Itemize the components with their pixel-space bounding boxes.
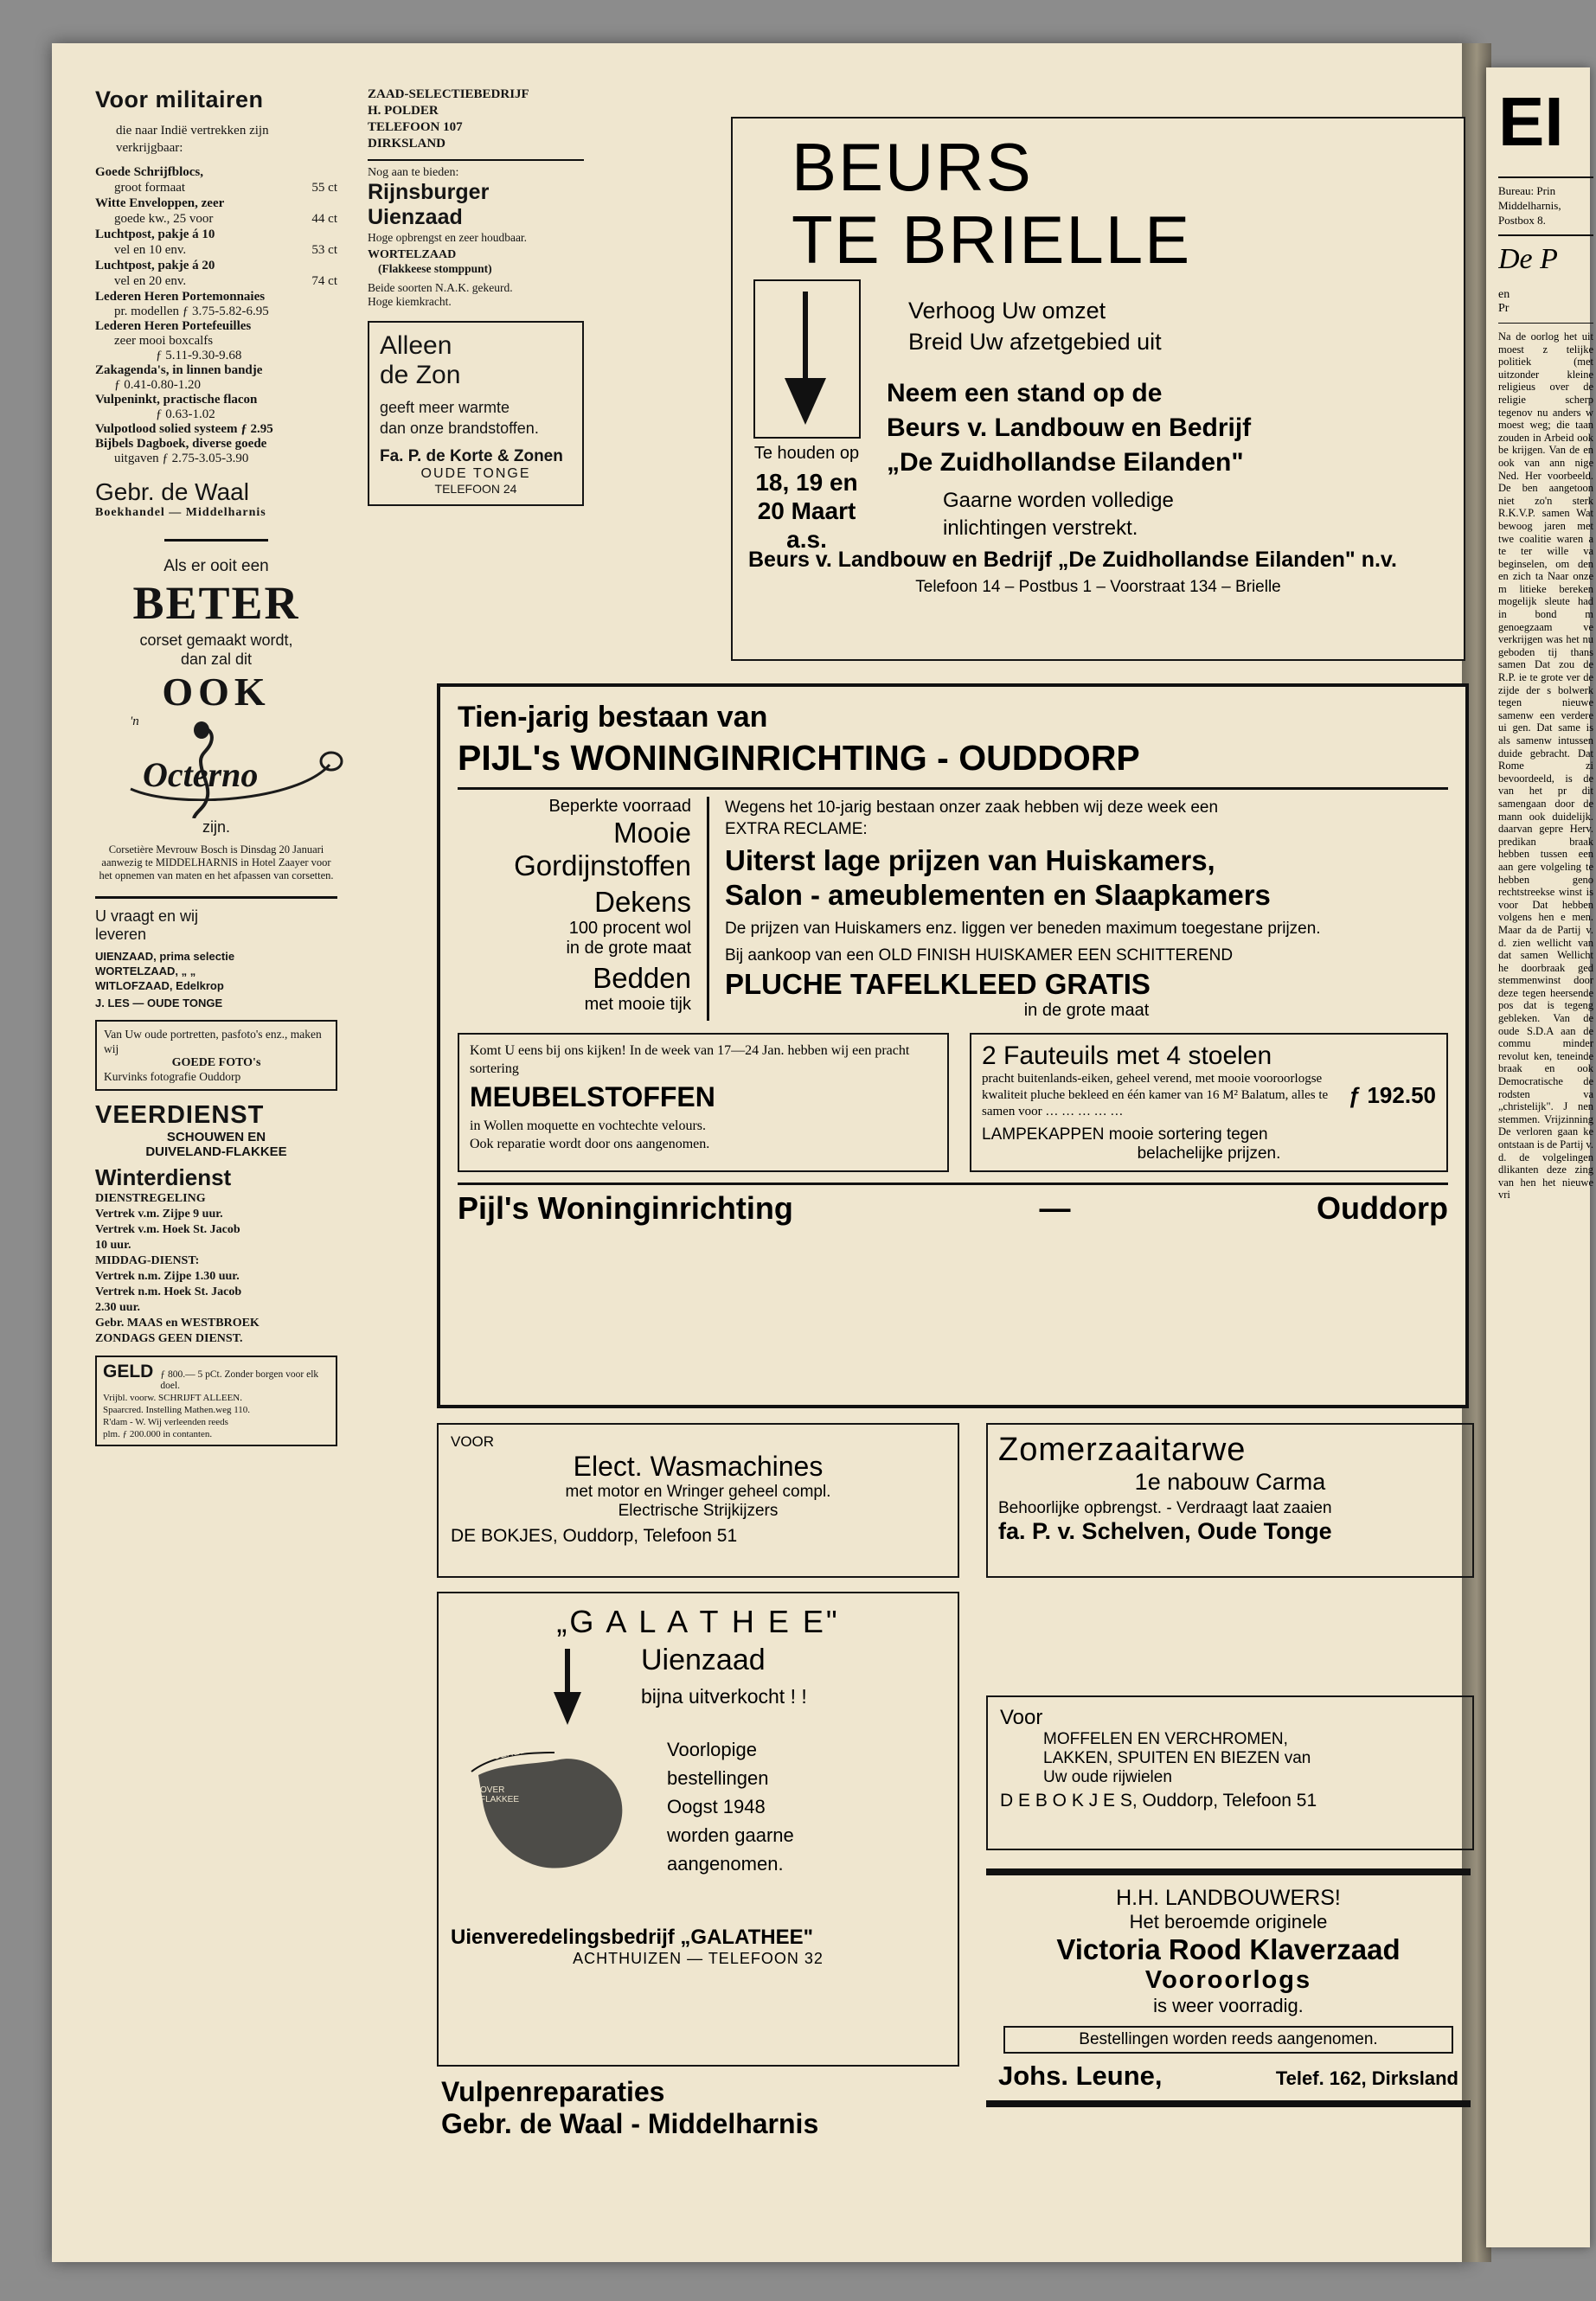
polder-desc: Hoge opbrengst en zeer houdbaar. bbox=[368, 231, 528, 244]
bookshop-sub: Boekhandel — Middelharnis bbox=[95, 506, 266, 519]
zon-tel: TELEFOON 24 bbox=[434, 482, 517, 496]
item-price: 53 ct bbox=[311, 243, 337, 257]
pijl-big2: Salon - ameublementen en Slaapkamers bbox=[725, 879, 1271, 911]
meubelstoffen-box bbox=[458, 1033, 949, 1172]
beurs-info2: inlichtingen verstrekt. bbox=[943, 516, 1138, 540]
beurs-contact: Telefoon 14 – Postbus 1 – Voorstraat 134 – Brielle bbox=[915, 578, 1281, 596]
right-title: De P bbox=[1498, 243, 1558, 275]
item-label: Luchtpost, pakje á 10 bbox=[95, 228, 215, 241]
meubel-line2: Ook reparatie wordt door ons aangenomen. bbox=[470, 1137, 710, 1151]
item-desc: groot formaat bbox=[114, 181, 186, 195]
divider bbox=[95, 896, 337, 899]
pijl-wol1: 100 procent wol bbox=[568, 919, 691, 938]
beurs-date-1: 18, 19 en bbox=[755, 469, 858, 496]
right-bureau-line: Middelharnis, bbox=[1498, 199, 1561, 212]
dienst-line: 10 uur. bbox=[95, 1239, 131, 1252]
beurs-date-3: a.s. bbox=[786, 526, 827, 553]
item-label: Lederen Heren Portemonnaies bbox=[95, 290, 266, 304]
pijl-dekens: Dekens bbox=[594, 886, 691, 918]
pijl-big1: Uiterst lage prijzen van Huiskamers, bbox=[725, 844, 1215, 876]
zomer-sub: 1e nabouw Carma bbox=[1134, 1469, 1326, 1495]
pijl-bedden: Bedden bbox=[593, 962, 691, 994]
beurs-info1: Gaarne worden volledige bbox=[943, 489, 1174, 512]
wasmachines-ad bbox=[437, 1423, 959, 1578]
beurs-right2: Breid Uw afzetgebied uit bbox=[908, 329, 1162, 355]
veerdienst-ad bbox=[95, 1101, 337, 1347]
item-desc: zeer mooi boxcalfs bbox=[114, 334, 214, 348]
moffelen-l2: LAKKEN, SPUITEN EN BIEZEN van bbox=[1043, 1749, 1311, 1767]
item-label: Bijbels Dagboek, diverse goede bbox=[95, 437, 267, 451]
item-label: Goede Schrijfblocs, bbox=[95, 165, 203, 179]
zon-l3: geeft meer warmte bbox=[380, 399, 510, 416]
polder-l2: H. POLDER bbox=[368, 104, 439, 118]
wasmachines-voor: VOOR bbox=[451, 1433, 495, 1450]
galathee-r3: Oogst 1948 bbox=[667, 1796, 766, 1817]
vulpen-l1: Vulpenreparaties bbox=[441, 2076, 665, 2107]
corset-n: 'n bbox=[130, 715, 139, 728]
zon-l2: de Zon bbox=[380, 361, 461, 389]
item-label: Vulpeninkt, practische flacon bbox=[95, 393, 258, 407]
item-price: 44 ct bbox=[311, 212, 337, 226]
beurs-title2: TE BRIELLE bbox=[792, 202, 1192, 278]
galathee-l1: bijna uitverkocht ! ! bbox=[641, 1685, 807, 1708]
dienst-company: Gebr. MAAS en WESTBROEK bbox=[95, 1317, 260, 1330]
pijl-body2: De prijzen van Huiskamers enz. liggen ver beneden maximum toegestane prijzen. bbox=[725, 920, 1321, 938]
zaad-line1: U vraagt en wij bbox=[95, 907, 199, 925]
beurs-arrow-box bbox=[753, 279, 861, 439]
item-desc: ƒ 0.63-1.02 bbox=[156, 407, 215, 421]
vulpen-l2: Gebr. de Waal - Middelharnis bbox=[441, 2108, 819, 2139]
moffelen-l3: Uw oude rijwielen bbox=[1043, 1768, 1172, 1786]
pijl-pluche: PLUCHE TAFELKLEED GRATIS bbox=[725, 968, 1151, 1000]
klaverzaad-ad bbox=[986, 1868, 1471, 2107]
zon-firm: Fa. P. de Korte & Zonen bbox=[380, 447, 563, 465]
veerdienst-title: VEERDIENST bbox=[95, 1101, 265, 1129]
right-bureau-line: Postbox 8. bbox=[1498, 214, 1546, 227]
foto-ad bbox=[95, 1020, 337, 1091]
zomer-title: Zomerzaaitarwe bbox=[998, 1432, 1247, 1468]
zaad-ad bbox=[95, 907, 337, 1009]
pijl-title: PIJL's WONINGINRICHTING - OUDDORP bbox=[458, 738, 1140, 778]
divider bbox=[1498, 176, 1593, 178]
geld-title: GELD bbox=[103, 1362, 154, 1381]
pijl-body3: Bij aankoop van een OLD FINISH HUISKAMER EEN SCHITTEREND bbox=[725, 946, 1234, 965]
zaad-line2: leveren bbox=[95, 926, 147, 943]
moffelen-voor: Voor bbox=[1000, 1706, 1043, 1729]
galathee-foot: Uienveredelingsbedrijf „GALATHEE" bbox=[451, 1926, 814, 1949]
pijl-body1b: EXTRA RECLAME: bbox=[725, 820, 868, 838]
pijl-foot-dash: — bbox=[1039, 1190, 1071, 1226]
right-page-strip bbox=[1498, 87, 1593, 2249]
wasmachines-l2: Electrische Strijkijzers bbox=[618, 1502, 779, 1520]
item-label: Witte Enveloppen, zeer bbox=[95, 196, 225, 210]
klaver-title: Victoria Rood Klaverzaad bbox=[1056, 1933, 1401, 1965]
klaver-seller: Johs. Leune, bbox=[998, 2061, 1163, 2091]
pijl-ad bbox=[437, 683, 1469, 1408]
zaad-item: UIENZAAD, prima selectie bbox=[95, 950, 235, 963]
klaver-l2: is weer voorradig. bbox=[1153, 1995, 1304, 2016]
item-desc: vel en 20 env. bbox=[114, 274, 187, 288]
corset-zijn: zijn. bbox=[202, 818, 230, 836]
wasmachines-title: Elect. Wasmachines bbox=[573, 1451, 824, 1482]
pijl-body1: Wegens het 10-jarig bestaan onzer zaak hebben wij deze week een bbox=[725, 798, 1219, 817]
down-arrow-icon bbox=[542, 1645, 593, 1749]
corset-note: Corsetière Mevrouw Bosch is Dinsdag 20 Januari aanwezig te MIDDELHARNIS in Hotel Zaayer voor het opnemen van maten en het afpassen van corsetten. bbox=[99, 843, 334, 881]
divider bbox=[458, 1183, 1448, 1185]
galathee-r2: bestellingen bbox=[667, 1767, 769, 1789]
zomer-seller: fa. P. v. Schelven, Oude Tonge bbox=[998, 1518, 1332, 1544]
militairen-subtitle: die naar Indië vertrekken zijn verkrijgbaar: bbox=[116, 124, 269, 155]
pijl-tijk: met mooie tijk bbox=[584, 995, 691, 1014]
item-desc: ƒ 0.41-0.80-1.20 bbox=[114, 378, 201, 392]
beurs-cta2: Beurs v. Landbouw en Bedrijf bbox=[887, 413, 1252, 442]
fauteuils-price: ƒ 192.50 bbox=[1348, 1082, 1436, 1108]
divider bbox=[1498, 323, 1593, 324]
pijl-left-col bbox=[458, 797, 691, 1021]
dienst-note: ZONDAGS GEEN DIENST. bbox=[95, 1332, 243, 1345]
meubel-title: MEUBELSTOFFEN bbox=[470, 1081, 715, 1112]
pijl-foot-left: Pijl's Woninginrichting bbox=[458, 1190, 793, 1226]
meubel-intro: Komt U eens bij ons kijken! In de week van 17—24 Jan. hebben wij een pracht sortering bbox=[470, 1043, 910, 1076]
geld-ad bbox=[95, 1356, 337, 1446]
fauteuils-title bbox=[982, 1042, 1436, 1071]
lampekappen-line2: belachelijke prijzen. bbox=[1137, 1144, 1281, 1163]
klaver-seller-tel: Telef. 162, Dirksland bbox=[1275, 2067, 1458, 2089]
polder-foot1: Beide soorten N.A.K. gekeurd. bbox=[368, 281, 513, 294]
beurs-title1: BEURS bbox=[792, 129, 1033, 205]
klaver-l1: Het beroemde originele bbox=[1129, 1911, 1328, 1932]
zon-place: OUDE TONGE bbox=[420, 466, 531, 481]
geld-line: R'dam - W. Wij verleenden reeds bbox=[103, 1417, 228, 1427]
item-desc: pr. modellen ƒ 3.75-5.82-6.95 bbox=[114, 304, 269, 318]
polder-foot2: Hoge kiemkracht. bbox=[368, 295, 452, 308]
wasmachines-seller: DE BOKJES, Ouddorp, Telefoon 51 bbox=[451, 1526, 738, 1546]
item-label: Luchtpost, pakje á 20 bbox=[95, 259, 215, 272]
beurs-right1: Verhoog Uw omzet bbox=[908, 298, 1106, 324]
divider bbox=[368, 159, 584, 161]
corset-ook: OOK bbox=[162, 670, 271, 714]
pijl-mooie: Mooie bbox=[613, 817, 691, 849]
klaver-note: Bestellingen worden reeds aangenomen. bbox=[1003, 2026, 1453, 2054]
pijl-wol2: in de grote maat bbox=[566, 939, 691, 958]
corset-swoosh-icon bbox=[125, 749, 350, 801]
map-label-goeree: GOEREE bbox=[484, 1745, 527, 1764]
right-col-head2: Pr bbox=[1498, 302, 1509, 315]
zon-l1: Alleen bbox=[380, 331, 452, 360]
item-desc: vel en 10 env. bbox=[114, 243, 187, 257]
militairen-title: Voor militairen bbox=[95, 87, 264, 112]
item-price-extra: ƒ 5.11-9.30-9.68 bbox=[156, 349, 242, 362]
polder-title: Rijnsburger Uienzaad bbox=[368, 180, 490, 229]
geld-line: Vrijbl. voorw. SCHRIJFT ALLEEN. bbox=[103, 1393, 242, 1403]
veerdienst-sub2: DUIVELAND-FLAKKEE bbox=[145, 1144, 287, 1159]
corset-beter: BETER bbox=[132, 577, 300, 629]
geld-head: ƒ 800.— 5 pCt. Zonder borgen voor elk doel. bbox=[160, 1369, 319, 1391]
item-desc: goede kw., 25 voor bbox=[114, 212, 214, 226]
polder-offer: Nog aan te bieden: bbox=[368, 166, 459, 179]
dienst-line: Vertrek n.m. Zijpe 1.30 uur. bbox=[95, 1270, 240, 1283]
geld-line: plm. ƒ 200.000 in contanten. bbox=[103, 1429, 213, 1439]
corset-line1: Als er ooit een bbox=[163, 557, 269, 575]
beurs-ad bbox=[731, 117, 1465, 661]
map-label-flakkee: OVER FLAKKEE bbox=[480, 1785, 520, 1804]
item-price: 74 ct bbox=[311, 274, 337, 288]
pijl-kicker: Tien-jarig bestaan van bbox=[458, 701, 768, 734]
foto-text: Van Uw oude portretten, pasfoto's enz., maken wij bbox=[104, 1028, 322, 1055]
item-label: Zakagenda's, in linnen bandje bbox=[95, 363, 263, 377]
column-two bbox=[368, 87, 584, 506]
right-bureau-line: Bureau: Prin bbox=[1498, 184, 1556, 197]
militairen-items bbox=[95, 165, 337, 466]
dienst-line: 2.30 uur. bbox=[95, 1301, 141, 1314]
meubel-line1: in Wollen moquette en vochtechte velours. bbox=[470, 1118, 707, 1133]
galathee-foot2: ACHTHUIZEN — TELEFOON 32 bbox=[573, 1950, 824, 1967]
beurs-when-label: Te houden op bbox=[753, 444, 860, 463]
galathee-title: „G A L A T H E E" bbox=[556, 1604, 840, 1639]
zaad-seller: J. LES — OUDE TONGE bbox=[95, 997, 223, 1009]
dienst-line: Vertrek n.m. Hoek St. Jacob bbox=[95, 1285, 242, 1298]
galathee-ad bbox=[437, 1592, 959, 2067]
right-body-text: Na de oorlog het uit moest z telijke politiek (met uitzonder kleine religieus over de religie scherp tegenov nu anders w moest weg; die taan zouden in Arbeid ook be krijgen. Van de en ook van ann nige Ned. Her voorbeeld. De ben aangetoon niet zo'n sterk R.K.V.P. samen Wat bewoog jaren met twe coalitie waren a te ter wille va beginselen, om den en zich ta Naar onze m litieke bereken mogelijk sleute had in bond m genoegzaam ve verkrijgen was het nu geboden tij thans samen Dat zou de R.P. ie te grote ver de zijde der s bolwerk tegen nieuwe samenw een verdere ui gen. Dat same is als samenw intussen duide gebracht. Dat Rome zi bevoordeeld, is de van het pr dit samengaan door de mann ook duidelijk. daarvan gepre Herv. predikan braak hebben tussen een aan gere volgeling te hebben geno rechtstreekse winst is voor Dat hebben volgens hen e men. Maar da de Partij v. d. zien wellicht van dat samen Wellicht he doorbraak ged stemmenwinst door deze tegen heersende pos dat is tegeng gebleken. Van de oude S.D.A aan de commu minder revolut ken, teneinde braak en ook Democratische de rodsten va „christelijk". J nen stemmen. Vrijzinning De verloren gaan ke ontstaan is de Partij v. d. de volgelingen dlikanten deze zing van hen het nieuwe vri bbox=[1498, 330, 1593, 1202]
bookshop-name: Gebr. de Waal bbox=[95, 478, 249, 505]
pijl-pluche-sub: in de grote maat bbox=[1023, 1001, 1150, 1020]
wasmachines-l1: met motor en Wringer geheel compl. bbox=[565, 1483, 831, 1501]
right-masthead: EI bbox=[1498, 87, 1564, 160]
moffelen-l1: MOFFELEN EN VERCHROMEN, bbox=[1043, 1730, 1288, 1748]
map-island-icon bbox=[468, 1744, 641, 1882]
polder-sub: WORTELZAAD bbox=[368, 248, 457, 261]
corset-brand: Octerno bbox=[143, 755, 259, 794]
zaad-item: WORTELZAAD, „ „ bbox=[95, 965, 196, 977]
dienst-line: Vertrek v.m. Hoek St. Jacob bbox=[95, 1223, 240, 1236]
beurs-cta3: „De Zuidhollandse Eilanden" bbox=[887, 448, 1244, 477]
galathee-r5: aangenomen. bbox=[667, 1853, 784, 1875]
moffelen-ad bbox=[986, 1695, 1474, 1850]
winterdienst-title: Winterdienst bbox=[95, 1164, 232, 1190]
corset-line3: dan zal dit bbox=[180, 651, 253, 668]
pijl-beperkte: Beperkte voorraad bbox=[548, 797, 691, 816]
middag-label: MIDDAG-DIENST: bbox=[95, 1254, 200, 1267]
foto-credit: Kurvinks fotografie Ouddorp bbox=[104, 1070, 241, 1083]
lampekappen-line1: LAMPEKAPPEN mooie sortering tegen bbox=[982, 1125, 1268, 1144]
divider bbox=[458, 787, 1448, 790]
beurs-date-2: 20 Maart bbox=[757, 497, 856, 524]
item-price: 55 ct bbox=[311, 181, 337, 195]
corset-ad bbox=[95, 557, 337, 882]
fauteuils-desc: pracht buitenlands-eiken, geheel verend, met mooie vooroorlogse kwaliteit pluche bekleed en één kamer van 16 M² Balatum, alles te samen voor … … … … … bbox=[982, 1072, 1329, 1118]
vulpen-ad bbox=[441, 2076, 960, 2140]
beurs-footer: Beurs v. Landbouw en Bedrijf „De Zuidhollandse Eilanden" n.v. bbox=[748, 548, 1397, 572]
klaver-sub: Vooroorlogs bbox=[1144, 1966, 1312, 1994]
dienst-line: Vertrek v.m. Zijpe 9 uur. bbox=[95, 1208, 223, 1221]
polder-l3: TELEFOON 107 bbox=[368, 120, 463, 134]
zaad-item: WITLOFZAAD, Edelkrop bbox=[95, 979, 224, 992]
dienstregeling-label: DIENSTREGELING bbox=[95, 1192, 206, 1205]
right-col-head1: en bbox=[1498, 288, 1510, 301]
polder-sub2: (Flakkeese stomppunt) bbox=[378, 262, 492, 275]
divider bbox=[1498, 234, 1593, 236]
zon-l4: dan onze brandstoffen. bbox=[380, 420, 539, 437]
fauteuils-box bbox=[970, 1033, 1448, 1172]
pijl-right-col bbox=[707, 797, 1448, 1021]
item-label: Vulpotlood solied systeem ƒ 2.95 bbox=[95, 422, 273, 436]
veerdienst-sub1: SCHOUWEN EN bbox=[166, 1130, 266, 1144]
foto-strong: GOEDE FOTO's bbox=[171, 1056, 261, 1069]
moffelen-seller: D E B O K J E S, Ouddorp, Telefoon 51 bbox=[1000, 1791, 1317, 1811]
down-arrow-icon bbox=[755, 281, 856, 433]
zon-ad bbox=[368, 321, 584, 506]
galathee-sub: Uienzaad bbox=[641, 1644, 766, 1676]
item-label: Lederen Heren Portefeuilles bbox=[95, 319, 252, 333]
galathee-r4: worden gaarne bbox=[667, 1824, 794, 1846]
polder-ad bbox=[368, 87, 584, 309]
column-one bbox=[95, 87, 337, 1446]
klaver-hh: H.H. LANDBOUWERS! bbox=[1116, 1886, 1341, 1910]
geld-line: Spaarcred. Instelling Mathen.weg 110. bbox=[103, 1405, 251, 1415]
galathee-r1: Voorlopige bbox=[667, 1739, 757, 1760]
divider bbox=[164, 539, 268, 542]
polder-l1: ZAAD-SELECTIEBEDRIJF bbox=[368, 87, 529, 101]
beurs-cta1: Neem een stand op de bbox=[887, 379, 1163, 407]
polder-l4: DIRKSLAND bbox=[368, 137, 446, 151]
fauteuils-title-text: 2 Fauteuils met 4 stoelen bbox=[982, 1042, 1272, 1070]
zomerzaaitarwe-ad bbox=[986, 1423, 1474, 1578]
zomer-desc: Behoorlijke opbrengst. - Verdraagt laat zaaien bbox=[998, 1499, 1332, 1517]
pijl-gordijn: Gordijnstoffen bbox=[514, 849, 691, 881]
corset-line2: corset gemaakt wordt, bbox=[139, 631, 293, 649]
item-desc: uitgaven ƒ 2.75-3.05-3.90 bbox=[114, 452, 249, 465]
pijl-foot-right: Ouddorp bbox=[1317, 1190, 1448, 1226]
